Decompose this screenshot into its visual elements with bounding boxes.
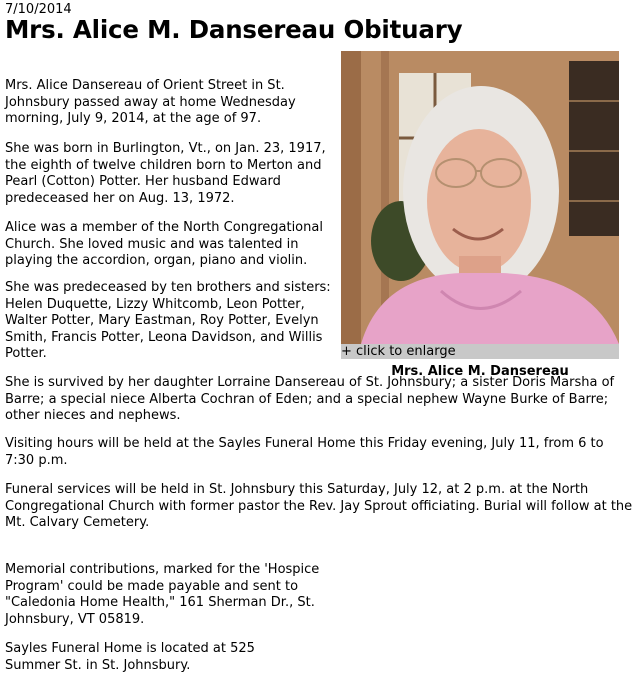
click-to-enlarge-link[interactable]: + click to enlarge — [341, 344, 619, 359]
paragraph-visiting-hours: Visiting hours will be held at the Sayles Funeral Home this Friday evening, July 11, from 6 to 7:30 p.m. — [5, 436, 604, 468]
publish-date: 7/10/2014 — [5, 2, 72, 17]
paragraph-memorial: Memorial contributions, marked for the 'Hospice Program' could be made payable and sent to "Caledonia Home Health," 161 Sherman Dr., St. Johnsbury, VT 05819. — [5, 562, 320, 627]
paragraph-funeral-home-location: Sayles Funeral Home is located at 525 Summer St. in St. Johnsbury. — [5, 641, 255, 673]
photo-box — [341, 51, 619, 381]
paragraph-funeral-services: Funeral services will be held in St. Johnsbury this Saturday, July 12, at 2 p.m. at the North Congregational Church with former pastor the Rev. Jay Sprout officiating. Burial will follow at the Mt. Calvary Cemetery. — [5, 482, 633, 530]
paragraph-survivors: She is survived by her daughter Lorraine Dansereau of St. Johnsbury; a sister Doris Marsha of Barre; a special niece Alberta Cochran of Eden; and a special nephew Wayne Burke of Barre; other nieces and nephews. — [5, 375, 615, 423]
paragraph-birth: She was born in Burlington, Vt., on Jan. 23, 1917, the eighth of twelve children born to Merton and Pearl (Cotton) Potter. Her husband Edward predeceased her on Aug. 13, 1972. — [5, 141, 326, 206]
paragraph-predeceased: She was predeceased by ten brothers and sisters: Helen Duquette, Lizzy Whitcomb, Leon Potter, Walter Potter, Mary Eastman, Roy Potter, Evelyn Smith, Francis Potter, Leona Davidson, and Willis Potter. — [5, 280, 331, 361]
paragraph-death-notice: Mrs. Alice Dansereau of Orient Street in St. Johnsbury passed away at home Wednesday morning, July 9, 2014, at the age of 97. — [5, 78, 296, 126]
photo-caption: Mrs. Alice M. Dansereau — [391, 364, 569, 379]
paragraph-church: Alice was a member of the North Congregational Church. She loved music and was talented in playing the accordion, organ, piano and violin. — [5, 220, 323, 268]
portrait-illustration — [341, 51, 619, 344]
portrait-photo[interactable] — [341, 51, 619, 344]
page-title: Mrs. Alice M. Dansereau Obituary — [5, 15, 463, 44]
